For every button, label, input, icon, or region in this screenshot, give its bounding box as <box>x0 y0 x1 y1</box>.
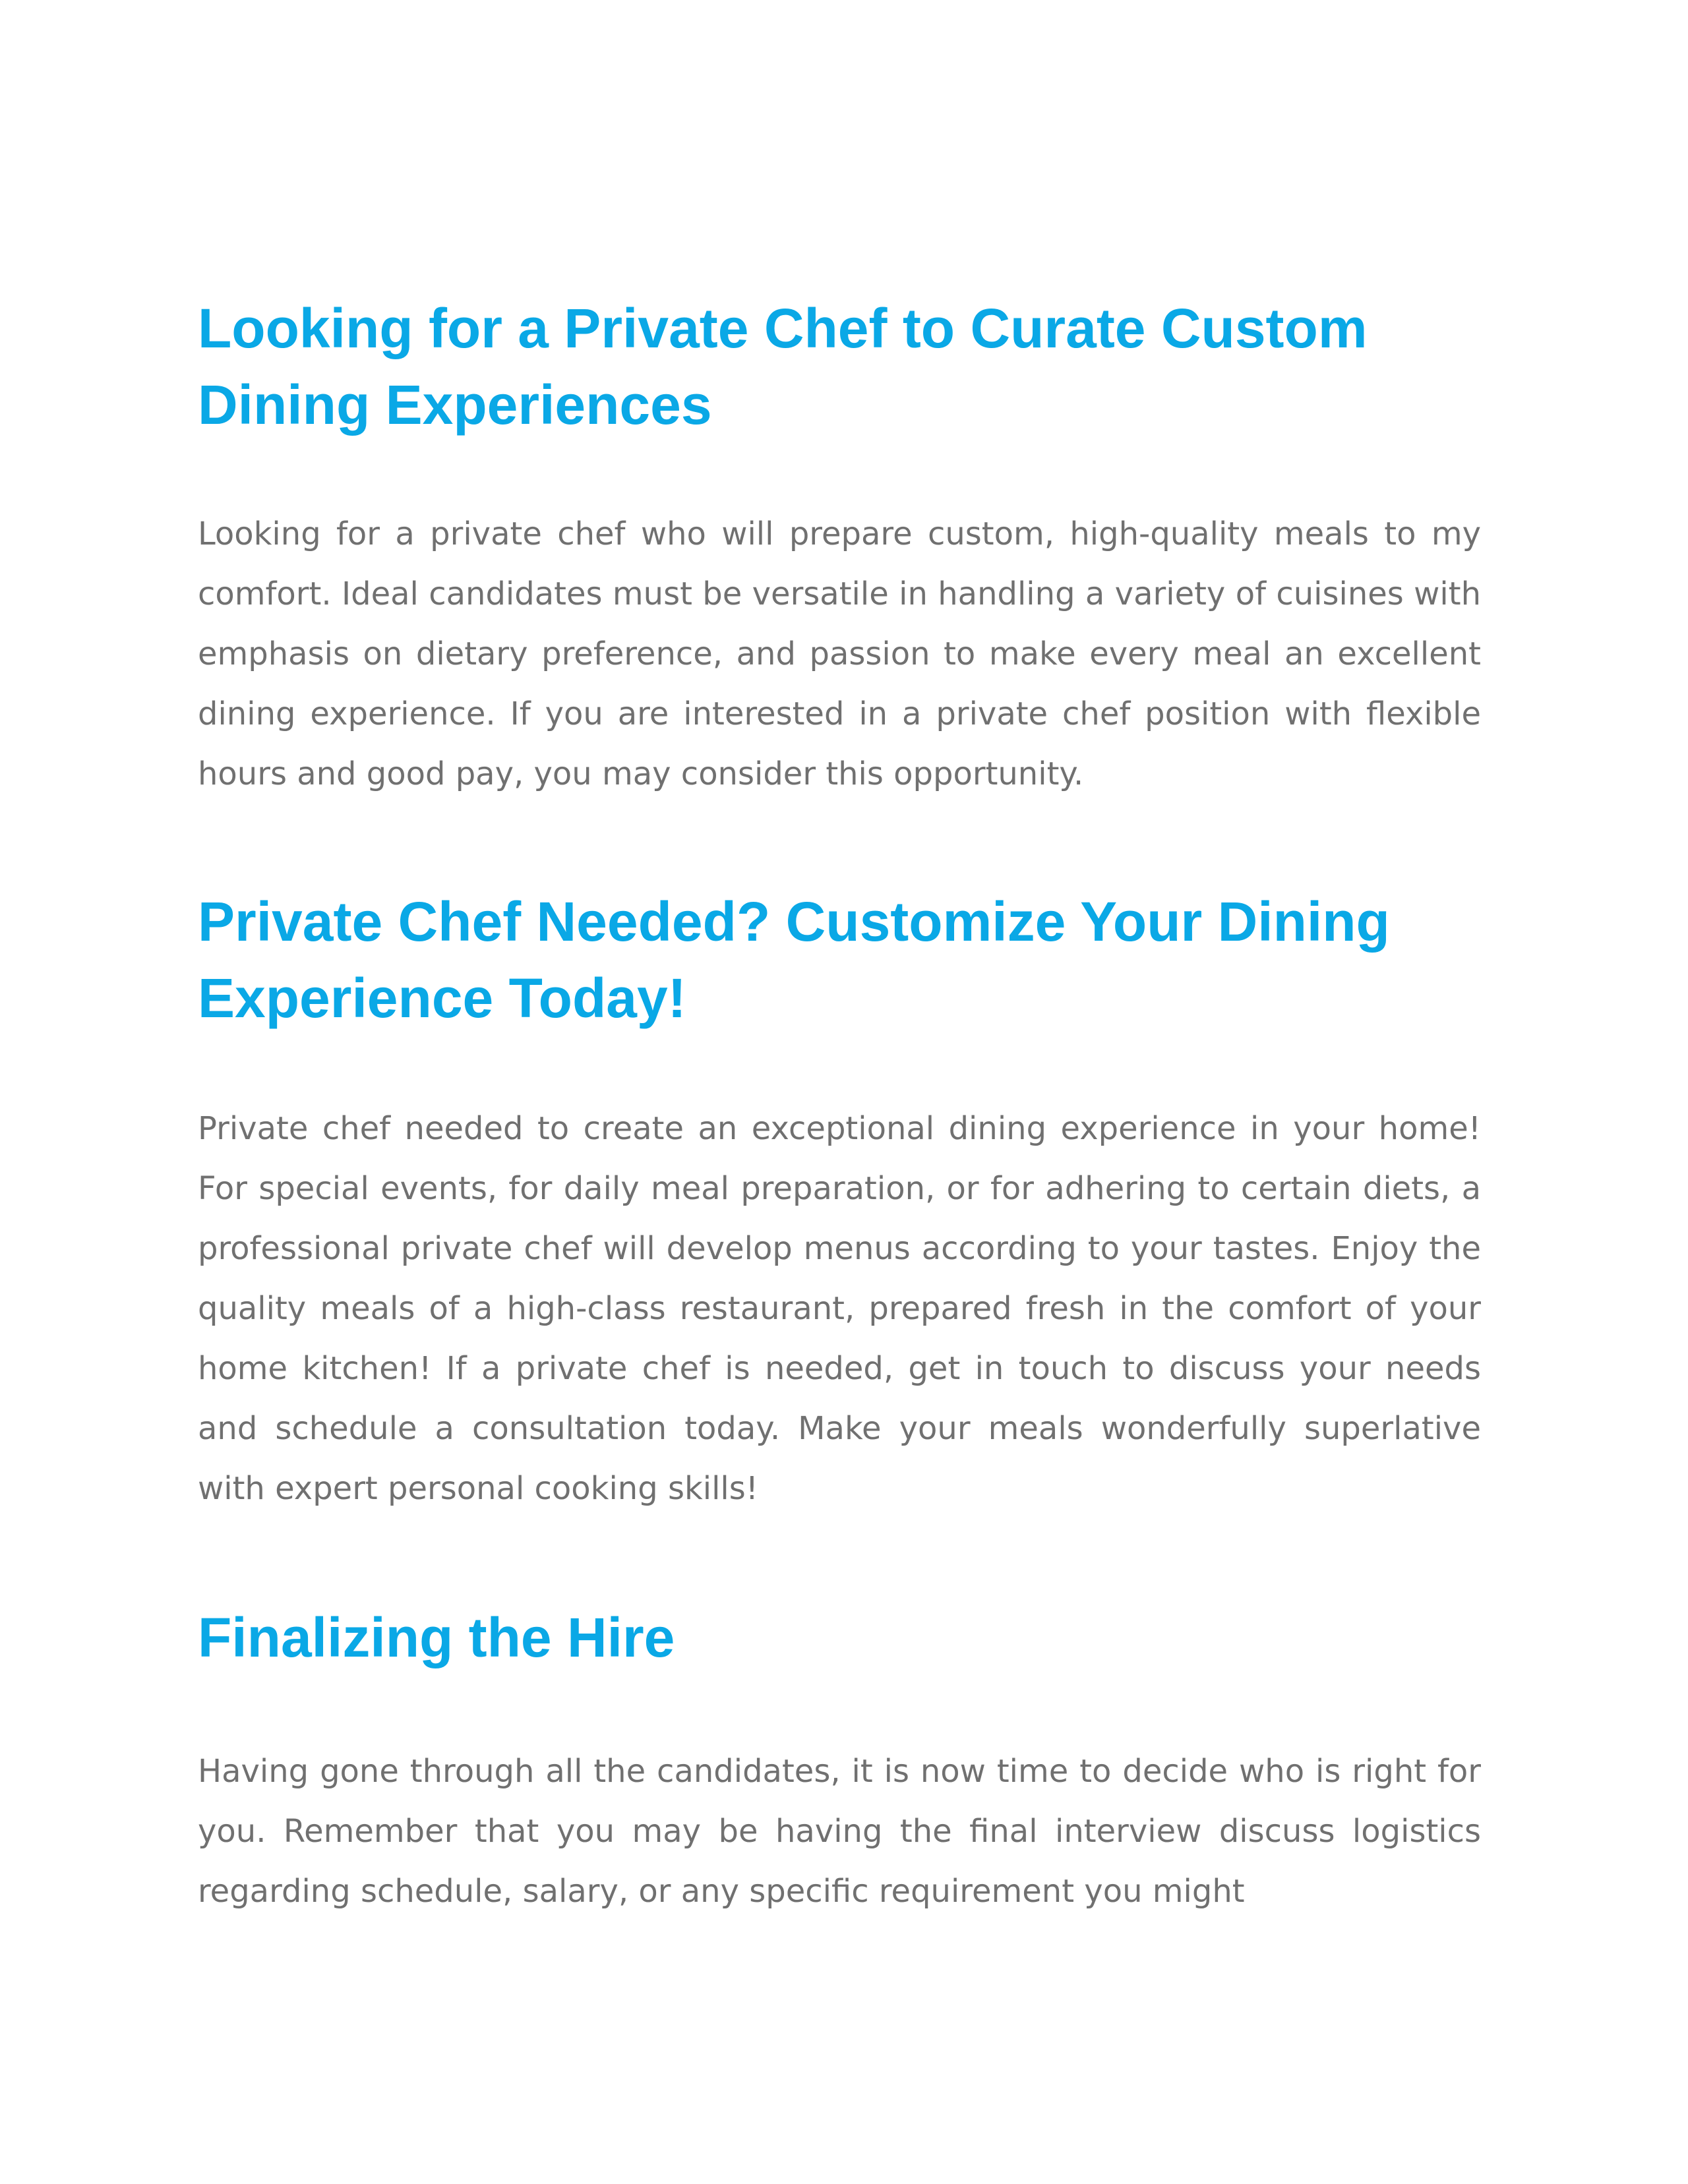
section-paragraph-private-chef-needed: Private chef needed to create an exceptional dining experience in your home! For special events, for daily meal preparation, or for adhering to certain diets, a professional private chef will develop menus according to your tastes. Enjoy the quality meals of a high-class restaurant, prepared fresh in the comfort of your home kitchen! If a private chef is needed, get in touch to discuss your needs and schedule a consultation today. Make your meals wonderfully superlative with expert personal cooking skills! <box>198 1110 1481 1507</box>
section-paragraph-finalizing-hire: Having gone through all the candidates, it is now time to decide who is right for you. Remember that you may be having the final interview discuss logistics regarding schedule, salary, or any specific requirement you might <box>198 1753 1481 1910</box>
section-heading-private-chef-needed: Private Chef Needed? Customize Your Dining Experience Today! <box>198 891 1390 1029</box>
section-paragraph-private-chef-curate: Looking for a private chef who will prepare custom, high-quality meals to my comfort. Ideal candidates must be versatile in handling a variety of cuisines with emphasis on dietary preference, and passion to make every meal an excellent dining experience. If you are interested in a private chef position with flexible hours and good pay, you may consider this opportunity. <box>198 516 1481 792</box>
document-page <box>198 290 1481 1922</box>
section-heading-private-chef-curate: Looking for a Private Chef to Curate Custom Dining Experiences <box>198 297 1368 436</box>
section-heading-finalizing-hire: Finalizing the Hire <box>198 1607 675 1668</box>
